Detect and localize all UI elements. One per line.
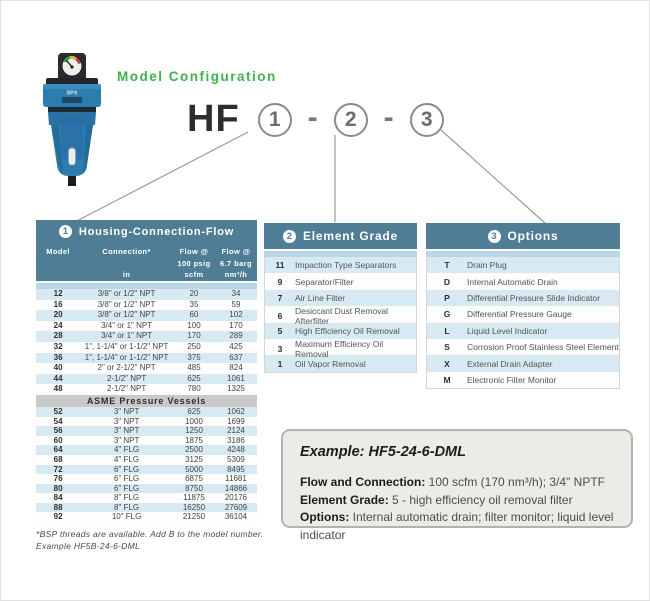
connection-cell: 3/4" or 1" NPT — [101, 331, 153, 341]
table2-header — [264, 223, 417, 249]
flow-nm3h-cell: 1325 — [227, 384, 245, 394]
table-row — [36, 374, 257, 385]
table-row — [36, 384, 257, 395]
model-cell: 16 — [53, 299, 63, 309]
table-row — [427, 306, 619, 322]
model-cell: 88 — [53, 502, 63, 512]
option-desc-cell: External Drain Adapter — [467, 358, 553, 369]
connection-cell: 6" FLG — [114, 483, 140, 493]
model-cell: 56 — [53, 426, 63, 436]
option-code-cell: X — [444, 358, 450, 369]
page-title: Model Configuration — [117, 69, 277, 84]
flow-scfm-cell: 60 — [189, 310, 199, 320]
example-lines — [300, 474, 614, 544]
circled-number-3: 3 — [410, 103, 444, 137]
option-code-cell: M — [443, 374, 451, 385]
model-cell: 80 — [53, 483, 63, 493]
model-cell: 60 — [53, 435, 63, 445]
grade-desc-cell: Impaction Type Separators — [295, 260, 397, 271]
connection-cell: 3" NPT — [113, 416, 140, 426]
filter-product-image — [35, 51, 109, 191]
option-desc-cell: Differential Pressure Gauge — [467, 309, 572, 320]
flow-nm3h-cell: 2124 — [227, 426, 245, 436]
table-row — [36, 465, 257, 475]
connection-cell: 10" FLG — [111, 512, 142, 522]
model-cell: 84 — [53, 493, 63, 503]
table-row — [265, 273, 416, 289]
footnote-line2: Example HF5B-24-6-DML — [36, 540, 141, 551]
flow-nm3h-cell: 5309 — [227, 454, 245, 464]
flow-nm3h-cell: 1061 — [227, 373, 245, 383]
table-row — [427, 372, 619, 388]
dash-separator: - — [383, 100, 394, 134]
table-row — [427, 257, 619, 273]
flow-nm3h-cell: 1699 — [227, 416, 245, 426]
table-row — [427, 290, 619, 306]
table-row — [36, 445, 257, 455]
connection-cell: 3" NPT — [113, 426, 140, 436]
table1-header — [36, 220, 257, 243]
connection-cell: 3" NPT — [113, 406, 140, 416]
connection-cell: 2-1/2" NPT — [106, 384, 147, 394]
flow-nm3h-cell: 425 — [229, 341, 243, 351]
flow-scfm-cell: 485 — [187, 363, 201, 373]
option-desc-cell: Drain Plug — [467, 260, 507, 271]
table-row — [36, 503, 257, 513]
model-cell: 36 — [53, 352, 63, 362]
flow-scfm-cell: 1000 — [185, 416, 203, 426]
example-line-text: 100 scfm (170 nm³/h); 3/4" NPTF — [425, 475, 605, 489]
option-desc-cell: Internal Automatic Drain — [467, 276, 558, 287]
table-row — [36, 512, 257, 522]
table1-column-headers — [36, 243, 257, 281]
table-row — [427, 339, 619, 355]
model-cell: 54 — [53, 416, 63, 426]
table-row — [265, 306, 416, 327]
connection-cell: 8" FLG — [114, 493, 140, 503]
circled-number-1: 1 — [258, 103, 292, 137]
grade-code-cell: 11 — [275, 260, 285, 271]
flow-scfm-cell: 6875 — [185, 474, 203, 484]
flow-scfm-cell: 780 — [187, 384, 201, 394]
drain-stub — [68, 176, 76, 186]
flow-scfm-cell: 1250 — [185, 426, 203, 436]
flow-scfm-cell: 21250 — [182, 512, 206, 522]
flow-nm3h-cell: 3186 — [227, 435, 245, 445]
flow-scfm-cell: 3125 — [185, 454, 203, 464]
example-line-label: Options: — [300, 510, 350, 524]
flow-nm3h-cell: 8495 — [227, 464, 245, 474]
grade-code-cell: 5 — [277, 325, 283, 336]
table2-rows — [264, 257, 417, 373]
option-code-cell: L — [444, 325, 450, 336]
connection-cell: 1", 1-1/4" or 1-1/2" NPT — [84, 352, 169, 362]
model-cell: 52 — [53, 406, 63, 416]
option-desc-cell: Corrosion Proof Stainless Steel Element — [467, 342, 619, 353]
model-cell: 28 — [53, 331, 63, 341]
col-header-flow-nm3h: Flow @ 6.7 barg nm³/h — [219, 247, 252, 279]
grade-desc-cell: Desiccant Dust Removal Afterfilter — [295, 306, 389, 327]
option-code-cell: P — [444, 292, 450, 303]
grade-desc-cell: Air Line Filter — [295, 292, 346, 303]
model-cell: 76 — [53, 474, 63, 484]
connection-cell: 3/8" or 1/2" NPT — [97, 299, 156, 309]
flow-scfm-cell: 1875 — [185, 435, 203, 445]
option-code-cell: D — [443, 276, 451, 287]
option-code-cell: G — [443, 309, 451, 320]
options-table — [426, 223, 620, 389]
flow-scfm-cell: 20 — [189, 289, 199, 298]
table-row — [427, 323, 619, 339]
table1-number-bullet: 1 — [59, 225, 72, 238]
flow-nm3h-cell: 11681 — [225, 474, 247, 484]
table-row — [36, 417, 257, 427]
connection-cell: 3" NPT — [113, 435, 140, 445]
brand-label: SPX — [66, 90, 78, 97]
model-cell: 92 — [53, 512, 63, 522]
table-row — [36, 436, 257, 446]
example-title: Example: HF5-24-6-DML — [300, 444, 466, 460]
table-row — [36, 484, 257, 494]
grade-code-cell: 3 — [277, 343, 283, 354]
flow-nm3h-cell: 4248 — [227, 445, 245, 455]
model-cell: 44 — [53, 373, 63, 383]
example-line — [300, 492, 614, 510]
flow-scfm-cell: 2500 — [185, 445, 203, 455]
flow-nm3h-cell: 36104 — [224, 512, 248, 522]
table2-number-bullet: 2 — [283, 230, 296, 243]
model-cell: 20 — [53, 310, 63, 320]
flow-scfm-cell: 8750 — [185, 483, 203, 493]
connection-cell: 4" FLG — [114, 445, 140, 455]
table-row — [36, 289, 257, 300]
bsp-footnote — [36, 529, 276, 552]
table3-title: Options — [507, 229, 559, 243]
grade-code-cell: 1 — [277, 358, 283, 369]
flow-scfm-cell: 100 — [187, 320, 201, 330]
flow-nm3h-cell: 14866 — [224, 483, 248, 493]
connection-cell: 3/8" or 1/2" NPT — [97, 289, 156, 298]
table-row — [36, 331, 257, 342]
table-row — [427, 273, 619, 289]
flow-scfm-cell: 16250 — [182, 502, 206, 512]
flow-nm3h-cell: 289 — [229, 331, 243, 341]
connection-cell: 3/4" or 1" NPT — [101, 320, 153, 330]
flow-scfm-cell: 375 — [187, 352, 201, 362]
table-row — [36, 310, 257, 321]
circled-number-2: 2 — [334, 103, 368, 137]
flow-nm3h-cell: 59 — [231, 299, 241, 309]
table-row — [265, 338, 416, 359]
table-row — [427, 355, 619, 371]
col-header-model: Model — [46, 247, 70, 256]
option-desc-cell: Differential Pressure Slide Indicator — [467, 292, 601, 303]
flow-nm3h-cell: 27609 — [224, 502, 248, 512]
grade-code-cell: 6 — [277, 311, 283, 322]
table2-title: Element Grade — [302, 229, 399, 243]
model-cell: 72 — [53, 464, 63, 474]
connection-cell: 1", 1-1/4" or 1-1/2" NPT — [84, 341, 169, 351]
connection-cell: 2" or 2-1/2" NPT — [97, 363, 156, 373]
table-row — [265, 323, 416, 339]
flow-scfm-cell: 11875 — [183, 493, 205, 503]
flow-nm3h-cell: 1062 — [227, 406, 245, 416]
table3-number-bullet: 3 — [488, 230, 501, 243]
table1-title: Housing-Connection-Flow — [78, 225, 235, 238]
example-line — [300, 509, 614, 544]
dash-separator: - — [307, 100, 318, 134]
example-line-label: Flow and Connection: — [300, 475, 426, 489]
example-line-text: Internal automatic drain; filter monitor; liquid level indicator — [300, 510, 614, 542]
table3-header — [426, 223, 620, 249]
connection-cell: 4" FLG — [114, 454, 140, 464]
option-desc-cell: Liquid Level Indicator — [467, 325, 548, 336]
asme-section-header: ASME Pressure Vessels — [36, 395, 257, 407]
model-cell: 48 — [53, 384, 63, 394]
table-row — [36, 426, 257, 436]
model-code-diagram — [187, 98, 450, 141]
model-cell: 68 — [53, 454, 63, 464]
table-row — [36, 321, 257, 332]
option-desc-cell: Electronic Filter Monitor — [467, 374, 557, 385]
example-callout-box — [281, 429, 633, 542]
example-line-label: Element Grade: — [300, 492, 389, 507]
connection-cell: 2-1/2" NPT — [106, 373, 147, 383]
sight-glass — [69, 148, 76, 165]
option-code-cell: T — [444, 260, 450, 271]
table-row — [265, 355, 416, 371]
grade-code-cell: 7 — [277, 292, 283, 303]
model-cell: 12 — [53, 289, 63, 298]
table-row — [36, 474, 257, 484]
col-header-connection: Connection* in — [102, 247, 151, 279]
connection-cell: 3/8" or 1/2" NPT — [97, 310, 156, 320]
table-row — [265, 290, 416, 306]
footnote-line1: *BSP threads are available. Add B to the model number. — [36, 529, 264, 539]
model-prefix: HF — [187, 98, 240, 140]
grade-desc-cell: Oil Vapor Removal — [295, 358, 366, 369]
table-row — [36, 363, 257, 374]
model-cell: 24 — [53, 320, 63, 330]
housing-connection-flow-table — [36, 220, 257, 522]
example-line-text: 5 - high efficiency oil removal filter — [388, 492, 573, 507]
col-header-flow-scfm: Flow @ 100 psig scfm — [177, 247, 211, 279]
table1-npt-rows — [36, 289, 257, 395]
model-cell: 64 — [53, 445, 63, 455]
flow-nm3h-cell: 20176 — [224, 493, 248, 503]
connection-cell: 6" FLG — [114, 464, 140, 474]
model-cell: 32 — [53, 341, 63, 351]
flow-nm3h-cell: 170 — [229, 320, 243, 330]
flow-scfm-cell: 625 — [187, 373, 201, 383]
table-row — [36, 342, 257, 353]
table-row — [36, 455, 257, 465]
connection-cell: 8" FLG — [114, 502, 140, 512]
table-row — [36, 353, 257, 364]
example-line — [300, 474, 614, 492]
flow-nm3h-cell: 824 — [229, 363, 243, 373]
table-row — [36, 300, 257, 311]
table1-asme-rows — [36, 407, 257, 522]
grade-code-cell: 9 — [277, 276, 283, 287]
table-row — [265, 257, 416, 273]
flow-scfm-cell: 250 — [187, 341, 201, 351]
flow-scfm-cell: 170 — [187, 331, 201, 341]
model-cell: 40 — [53, 363, 63, 373]
grade-desc-cell: Separator/Filter — [295, 276, 354, 287]
flow-nm3h-cell: 637 — [229, 352, 243, 362]
element-grade-table — [264, 223, 417, 373]
table-row — [36, 493, 257, 503]
flow-scfm-cell: 625 — [187, 406, 201, 416]
flow-nm3h-cell: 34 — [231, 289, 241, 298]
flow-scfm-cell: 35 — [189, 299, 199, 309]
grade-desc-cell: High Efficiency Oil Removal — [295, 325, 400, 336]
connection-cell: 6" FLG — [114, 474, 140, 484]
flow-scfm-cell: 5000 — [185, 464, 203, 474]
table-row — [36, 407, 257, 417]
option-code-cell: S — [444, 342, 450, 353]
flow-nm3h-cell: 102 — [229, 310, 243, 320]
table3-rows — [426, 257, 620, 389]
grade-desc-cell: Maximum Efficiency Oil Removal — [295, 338, 384, 359]
